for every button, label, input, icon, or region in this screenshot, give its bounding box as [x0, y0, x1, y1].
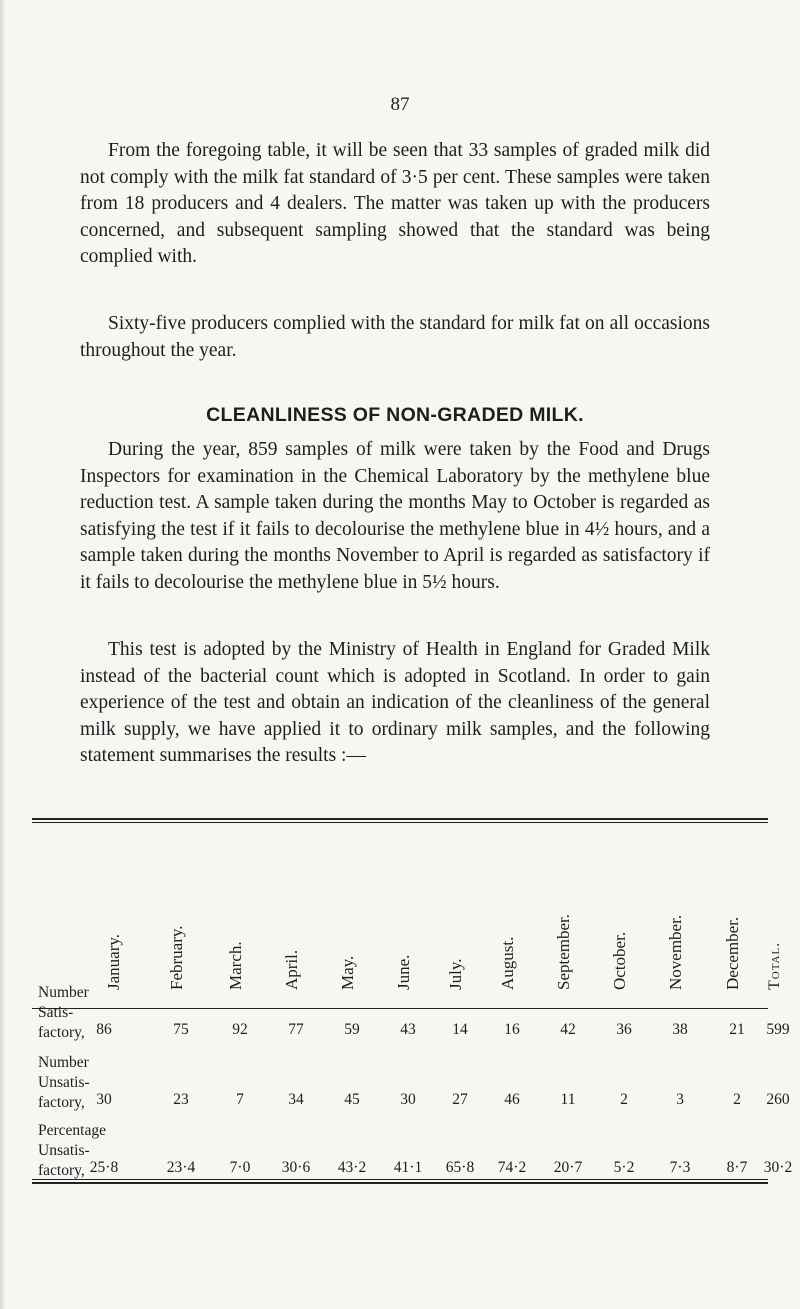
table-cell: 30 — [96, 1091, 112, 1108]
column-header-december: December. — [723, 916, 742, 990]
table-cell: 5·2 — [613, 1159, 635, 1176]
table-cell: 16 — [504, 1021, 520, 1038]
column-header-total: Total. — [766, 941, 783, 990]
table-cell: 36 — [616, 1021, 632, 1038]
table-top-rule-thin — [32, 822, 768, 823]
table-cell: 7 — [236, 1091, 244, 1108]
table-cell: 74·2 — [497, 1159, 527, 1176]
column-header-april: April. — [282, 949, 301, 990]
column-header-february: February. — [167, 925, 186, 990]
table-cell: 43 — [400, 1021, 416, 1038]
table-bottom-rule-thin — [32, 1179, 768, 1180]
table-cell: 8·7 — [726, 1159, 748, 1176]
paragraph-graded-milk: From the foregoing table, it will be seen that 33 samples of graded milk did not comply with the milk fat standard of 3·5 per cent. These samples were taken from 18 producers and 4 dealers. The matter was taken up with the producers concerned, and subsequent sampling showed that the standard was being complied with. — [80, 140, 710, 268]
table-cell: 260 — [766, 1091, 790, 1108]
column-header-july: July. — [446, 958, 465, 990]
table-top-rule — [32, 818, 768, 820]
row-label: Number Unsatis- factory, — [38, 1054, 90, 1111]
table-cell: 7·0 — [229, 1159, 251, 1176]
table-cell: 75 — [173, 1021, 189, 1038]
table-cell: 27 — [452, 1091, 468, 1108]
paragraph-sixty-five-producers: Sixty-five producers complied with the standard for milk fat on all occasions throughout the year. — [80, 313, 710, 361]
table-cell: 14 — [452, 1021, 468, 1038]
column-header-august: August. — [498, 936, 517, 990]
table-cell: 599 — [766, 1021, 790, 1038]
column-header-june: June. — [394, 954, 413, 990]
table-cell: 20·7 — [553, 1159, 583, 1176]
table-cell: 45 — [344, 1091, 360, 1108]
table-cell: 59 — [344, 1021, 360, 1038]
table-cell: 86 — [96, 1021, 112, 1038]
table-cell: 65·8 — [445, 1159, 475, 1176]
table-cell: 42 — [560, 1021, 576, 1038]
table-header-rule — [32, 1008, 768, 1009]
page-edge — [0, 0, 6, 1309]
table-cell: 3 — [676, 1091, 684, 1108]
row-label: Percentage Unsatis- factory, — [38, 1122, 106, 1179]
table-cell: 23·4 — [166, 1159, 196, 1176]
table-cell: 34 — [288, 1091, 304, 1108]
table-cell: 77 — [288, 1021, 304, 1038]
page-number: 87 — [390, 94, 410, 115]
paragraph-ministry-of-health: This test is adopted by the Ministry of Health in England for Graded Milk instead of the bacterial count which is adopted in Scotland. In order to gain experience of the test and obtain an indication of the cleanliness of the general milk supply, we have applied it to ordinary milk samples, and the following statement summarises the results :— — [80, 639, 710, 767]
table-cell: 92 — [232, 1021, 248, 1038]
column-header-may: May. — [338, 955, 357, 990]
table-cell: 7·3 — [669, 1159, 691, 1176]
table-cell: 30 — [400, 1091, 416, 1108]
table-bottom-rule — [32, 1182, 768, 1184]
table-cell: 30·2 — [763, 1159, 793, 1176]
table-cell: 25·8 — [89, 1159, 119, 1176]
table-cell: 38 — [672, 1021, 688, 1038]
row-label: Number Satis- factory, — [38, 984, 89, 1041]
paragraph-methylene-test: During the year, 859 samples of milk were taken by the Food and Drugs Inspectors for examination in the Chemical Laboratory by the methylene blue reduction test. A sample taken during the months May to October is regarded as satisfying the test if it fails to decolourise the methylene blue in 4½ hours, and a sample taken during the months November to April is regarded as satisfactory if it fails to decolourise the methylene blue in 5½ hours. — [80, 439, 710, 593]
table-cell: 2 — [733, 1091, 741, 1108]
table-cell: 21 — [729, 1021, 745, 1038]
table-cell: 2 — [620, 1091, 628, 1108]
column-header-january: January. — [104, 933, 123, 990]
column-header-march: March. — [226, 941, 245, 990]
table-cell: 41·1 — [393, 1159, 423, 1176]
section-heading: CLEANLINESS OF NON-GRADED MILK. — [206, 404, 584, 426]
table-cell: 43·2 — [337, 1159, 367, 1176]
column-header-november: November. — [666, 914, 685, 990]
table-cell: 23 — [173, 1091, 189, 1108]
column-header-october: October. — [610, 931, 629, 990]
table-cell: 46 — [504, 1091, 520, 1108]
table-cell: 30·6 — [281, 1159, 311, 1176]
column-header-september: September. — [554, 913, 573, 990]
table-cell: 11 — [560, 1091, 576, 1108]
